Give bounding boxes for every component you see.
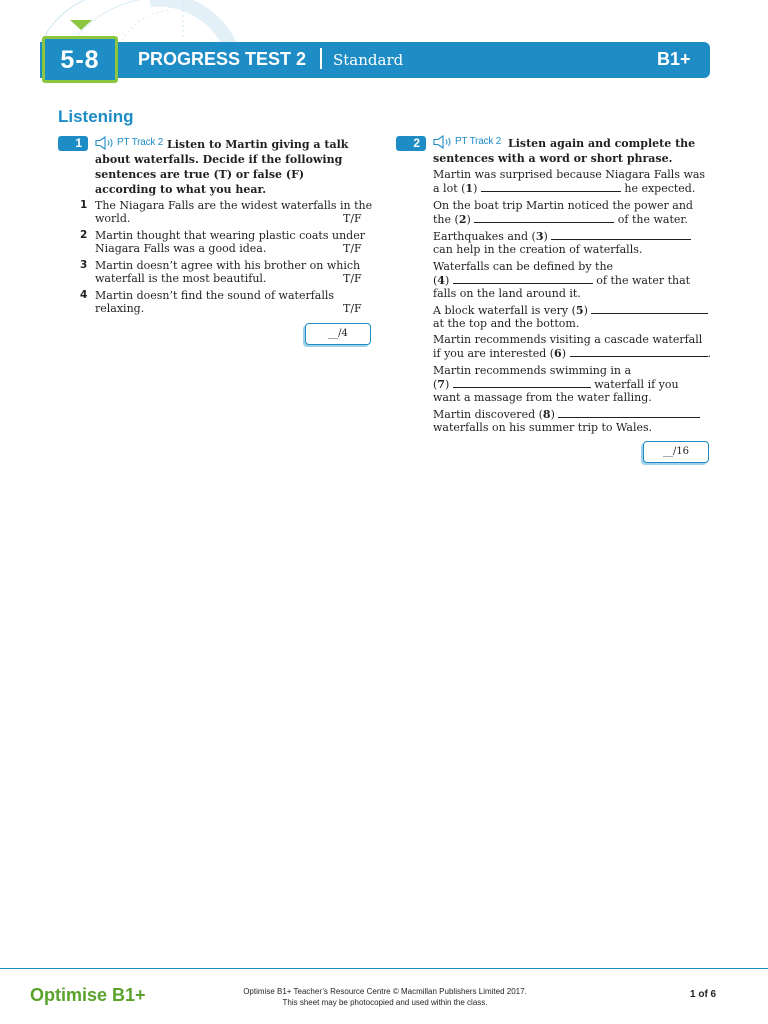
title-divider <box>320 48 322 69</box>
test-title: PROGRESS TEST 2 <box>138 49 307 69</box>
true-false-answer[interactable]: T/F <box>343 272 362 285</box>
test-subtitle: Standard <box>333 51 404 69</box>
sentence-4: Waterfalls can be defined by the (4) of the water that falls on the land around it. <box>433 260 691 300</box>
answer-gap-1[interactable] <box>481 181 621 192</box>
sentence-7: Martin recommends swimming in a (7) waterfall if you want a massage from the water falling. <box>433 364 679 404</box>
answer-gap-7[interactable] <box>453 377 591 388</box>
exercise-1-number: 1 <box>58 136 88 151</box>
true-false-answer[interactable]: T/F <box>343 242 362 255</box>
sentence-8: Martin discovered (8) waterfalls on his summer trip to Wales. <box>433 407 713 434</box>
sentence-6: Martin recommends visiting a cascade waterfall if you are interested (6) . <box>433 333 711 360</box>
page-number: 1 of 6 <box>690 989 717 1000</box>
triangle-marker-icon <box>70 20 92 30</box>
answer-gap-6[interactable] <box>570 346 708 357</box>
answer-gap-4[interactable] <box>453 273 593 284</box>
sentence-1: Martin was surprised because Niagara Falls was a lot (1) he expected. <box>433 168 706 195</box>
answer-gap-2[interactable] <box>474 212 614 223</box>
track-label: PT Track 2 <box>117 137 164 148</box>
answer-gap-8[interactable] <box>558 407 700 418</box>
score-box[interactable]: __/4 <box>305 323 371 345</box>
footer-brand: Optimise B1+ <box>30 985 146 1005</box>
unit-badge: 5-8 <box>42 36 118 83</box>
sentence-3: Earthquakes and (3) can help in the creation of waterfalls. <box>433 229 713 256</box>
section-heading: Listening <box>58 107 134 126</box>
true-false-answer[interactable]: T/F <box>343 212 362 225</box>
exercise-2-instructions: Listen again and complete the sentences with a word or short phrase. <box>433 137 696 165</box>
level-label: B1+ <box>657 49 691 69</box>
footer-divider <box>0 968 768 969</box>
true-false-answer[interactable]: T/F <box>343 302 362 315</box>
track-label: PT Track 2 <box>455 136 502 147</box>
footer-copyright: Optimise B1+ Teacher’s Resource Centre © Macmillan Publishers Limited 2017. This sheet may be photocopied and used within the class. <box>243 987 527 1007</box>
decorative-arcs <box>0 0 260 45</box>
exercise-1-instructions: Listen to Martin giving a talk about waterfalls. Decide if the following sentences are true (T) or false (F) according to what you hear. <box>95 138 349 196</box>
sentence-2: On the boat trip Martin noticed the power and the (2) of the water. <box>433 199 693 226</box>
answer-gap-3[interactable] <box>551 229 691 240</box>
score-box[interactable]: __/16 <box>643 441 709 463</box>
answer-gap-5[interactable] <box>591 303 708 314</box>
exercise-2-number: 2 <box>396 136 426 151</box>
sentence-5: A block waterfall is very (5) at the top and the bottom. <box>433 303 713 330</box>
